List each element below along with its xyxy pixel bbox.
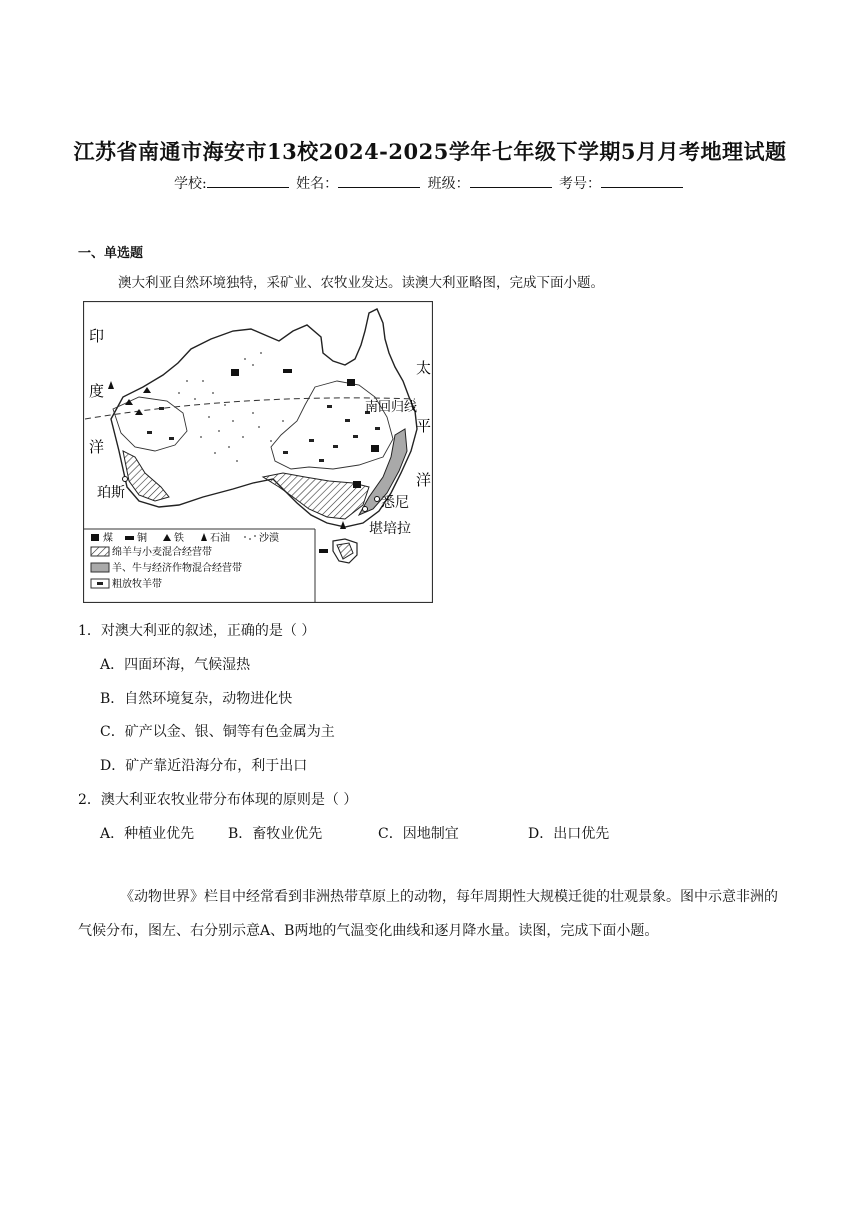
question-2-stem: 2．澳大利亚农牧业带分布体现的原则是（ ） <box>78 792 358 808</box>
label-sydney: 悉尼 <box>381 495 409 511</box>
question-1-option-c[interactable]: C．矿产以金、银、铜等有色金属为主 <box>100 724 335 740</box>
legend-desert: 沙漠 <box>259 533 279 544</box>
question-2-option-d[interactable]: D．出口优先 <box>528 826 610 842</box>
label-canberra: 堪培拉 <box>369 521 411 537</box>
label-indian-2: 度 <box>89 382 105 400</box>
sydney-marker <box>375 497 380 502</box>
legend-oil: 石油 <box>210 533 230 544</box>
question-1-option-a[interactable]: A．四面环海，气候湿热 <box>100 657 251 673</box>
legend-iron: 铁 <box>174 533 184 544</box>
question-2-option-b[interactable]: B．畜牧业优先 <box>228 826 323 842</box>
field-number-label: 考号： <box>559 176 602 192</box>
field-class-blank <box>470 174 552 188</box>
label-perth: 珀斯 <box>97 485 125 501</box>
legend-coal: 煤 <box>103 533 113 544</box>
section-heading: 一、单选题 <box>78 246 144 261</box>
perth-marker <box>123 477 128 482</box>
field-school-blank <box>207 174 289 188</box>
label-pacific-1: 太 <box>416 359 432 377</box>
legend-sheep-wheat: 绵羊与小麦混合经营带 <box>112 547 212 558</box>
label-indian-1: 印 <box>89 327 105 345</box>
intro-paragraph-1: 澳大利亚自然环境独特，采矿业、农牧业发达。读澳大利亚略图，完成下面小题。 <box>118 275 604 291</box>
student-info-fields <box>0 173 860 193</box>
page-title: 江苏省南通市海安市13校2024-2025学年七年级下学期5月月考地理试题 <box>73 139 787 164</box>
label-indian-3: 洋 <box>89 438 105 456</box>
label-pacific-3: 洋 <box>416 471 432 489</box>
australia-map <box>83 301 433 603</box>
question-2-option-c[interactable]: C．因地制宜 <box>378 826 459 842</box>
field-class-label: 班级： <box>427 176 470 192</box>
label-tropic: 南回归线 <box>365 400 418 415</box>
legend-pastoral: 粗放牧羊带 <box>112 579 162 590</box>
legend-copper: 铜 <box>137 533 147 544</box>
field-name-label: 姓名： <box>296 176 339 192</box>
canberra-marker <box>363 507 368 512</box>
question-2-option-a[interactable]: A．种植业优先 <box>100 826 195 842</box>
intro-paragraph-2: 《动物世界》栏目中经常看到非洲热带草原上的动物，每年周期性大规模迁徙的壮观景象。图中示意非洲的气候分布，图左、右分别示意A、B两地的气温变化曲线和逐月降水量。读图，完成下面小题。 <box>78 889 778 939</box>
legend-mixed: 羊、牛与经济作物混合经营带 <box>112 563 242 574</box>
question-1-option-b[interactable]: B．自然环境复杂，动物进化快 <box>100 691 293 707</box>
label-pacific-2: 平 <box>416 417 432 435</box>
field-school-label: 学校: <box>173 176 207 192</box>
question-1-option-d[interactable]: D．矿产靠近沿海分布，利于出口 <box>100 758 308 774</box>
field-number-blank <box>601 174 683 188</box>
field-name-blank <box>338 174 420 188</box>
question-1-stem: 1．对澳大利亚的叙述，正确的是（ ） <box>78 623 316 639</box>
